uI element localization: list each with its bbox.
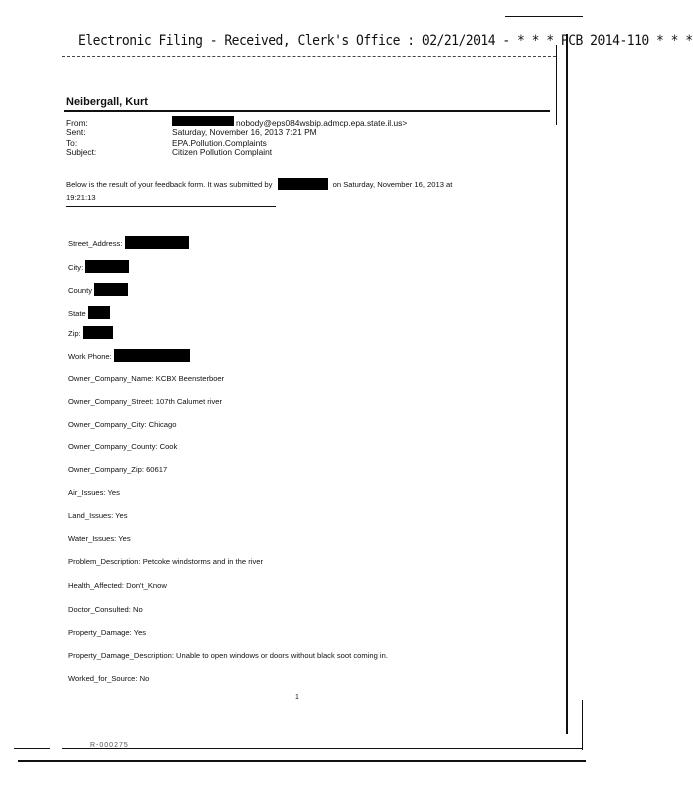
field-worked-for-source: Worked_for_Source: No <box>68 674 150 683</box>
field-water-issues: Water_Issues: Yes <box>68 534 131 543</box>
meta-from-value: nobody@eps084wsbip.admcp.epa.state.il.us> <box>236 118 408 128</box>
field-owner-company-zip: Owner_Company_Zip: 60617 <box>68 465 168 474</box>
field-county: County <box>68 283 128 296</box>
field-owner-company-city: Owner_Company_City: Chicago <box>68 420 177 429</box>
meta-from-label: From: <box>66 118 88 128</box>
intro-line2: 19:21:13 <box>66 193 96 202</box>
scan-line-left-mark <box>14 748 50 749</box>
phone-redaction <box>114 349 190 362</box>
field-health-affected: Health_Affected: Don't_Know <box>68 581 167 590</box>
field-air-issues: Air_Issues: Yes <box>68 488 120 497</box>
field-owner-company-county: Owner_Company_County: Cook <box>68 442 178 451</box>
county-redaction <box>94 283 128 296</box>
meta-to-value: EPA.Pollution.Complaints <box>172 138 267 148</box>
intro-rule <box>66 206 276 207</box>
field-property-damage-description: Property_Damage_Description: Unable to open windows or doors without black soot coming in. <box>68 651 388 660</box>
meta-subject-label: Subject: <box>66 147 97 157</box>
field-work-phone: Work Phone: <box>68 349 190 362</box>
field-owner-company-name: Owner_Company_Name: KCBX Beensterboer <box>68 374 225 383</box>
meta-sent-value: Saturday, November 16, 2013 7:21 PM <box>172 127 317 137</box>
city-redaction <box>85 260 129 273</box>
state-redaction <box>88 306 110 319</box>
field-doctor-consulted: Doctor_Consulted: No <box>68 605 143 614</box>
sender-rule <box>64 110 550 112</box>
scan-line-bottom-2 <box>62 748 582 749</box>
scan-line-bottom <box>18 760 586 762</box>
scan-line-right-lower <box>582 700 583 750</box>
zip-redaction <box>83 326 113 339</box>
scan-line-right-mark <box>556 45 557 125</box>
intro-text <box>66 178 452 204</box>
intro-line1-a: Below is the result of your feedback form. It was submitted by <box>66 180 273 189</box>
field-city: City: <box>68 260 129 273</box>
field-problem-description: Problem_Description: Petcoke windstorms and in the river <box>68 557 263 566</box>
meta-to-label: To: <box>66 138 78 148</box>
scan-line-right-border <box>566 34 568 734</box>
meta-sent-label: Sent: <box>66 127 86 137</box>
scan-line-top-right <box>505 16 583 17</box>
stamp-underline <box>62 56 556 57</box>
field-state: State <box>68 306 110 319</box>
field-zip: Zip: <box>68 326 113 339</box>
sender-name: Neibergall, Kurt <box>66 96 148 108</box>
page-number: 1 <box>295 694 299 701</box>
field-street-address: Street_Address: <box>68 236 189 249</box>
field-owner-company-street: Owner_Company_Street: 107th Calumet river <box>68 397 223 406</box>
street-redaction <box>125 236 189 249</box>
field-land-issues: Land_Issues: Yes <box>68 511 128 520</box>
meta-from-redaction <box>172 116 234 126</box>
bates-number: R-000275 <box>90 742 129 749</box>
filing-stamp: Electronic Filing - Received, Clerk's Office : 02/21/2014 - * * * PCB 2014-110 * * * <box>78 33 693 49</box>
intro-line1-b: on Saturday, November 16, 2013 at <box>332 180 453 189</box>
field-property-damage: Property_Damage: Yes <box>68 628 147 637</box>
meta-subject-value: Citizen Pollution Complaint <box>172 147 273 157</box>
submitter-redaction <box>278 178 328 190</box>
